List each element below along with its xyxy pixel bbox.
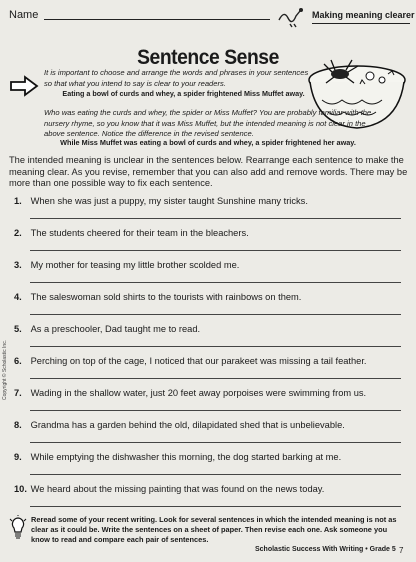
exercise-item: 10. We heard about the missing painting that was found on the news today. xyxy=(14,484,325,494)
header-rule xyxy=(312,23,410,24)
answer-line[interactable] xyxy=(30,410,401,411)
answer-line[interactable] xyxy=(30,506,401,507)
answer-line[interactable] xyxy=(30,282,401,283)
answer-line[interactable] xyxy=(30,250,401,251)
exercise-item: 5. As a preschooler, Dad taught me to read. xyxy=(14,324,201,334)
exercise-item: 7. Wading in the shallow water, just 20 feet away porpoises were swimming from us. xyxy=(14,388,367,398)
answer-line[interactable] xyxy=(30,314,401,315)
answer-line[interactable] xyxy=(30,346,401,347)
exercise-item: 4. The saleswoman sold shirts to the tourists with rainbows on them. xyxy=(14,292,302,302)
copyright-notice: Copyright © Scholastic Inc. xyxy=(2,339,8,400)
answer-line[interactable] xyxy=(30,442,401,443)
exercise-item: 8. Grandma has a garden behind the old, dilapidated shed that is unbelievable. xyxy=(14,420,345,430)
exercise-item: 9. While emptying the dishwasher this morning, the dog started barking at me. xyxy=(14,452,342,462)
example-sentence: Eating a bowl of curds and whey, a spider frightened Miss Muffet away. xyxy=(62,89,305,99)
book-title: Scholastic Success With Writing • Grade 5 xyxy=(255,546,396,553)
answer-line[interactable] xyxy=(30,218,401,219)
answer-line[interactable] xyxy=(30,474,401,475)
intro-paragraph: It is important to choose and arrange the words and phrases in your sentences so that what you intend to say is clear to your readers. xyxy=(44,68,309,88)
footer-tip: Reread some of your recent writing. Look for several sentences in which the intended meaning is not as clear as it could be. Write the sentences on a sheet of paper. Then revise each one. Ask someone you know to read and compare each pair of sentences. xyxy=(31,515,397,544)
squiggle-figure-icon xyxy=(276,6,308,28)
answer-line[interactable] xyxy=(30,378,401,379)
intro-text xyxy=(44,68,309,100)
revised-sentence: While Miss Muffet was eating a bowl of curds and whey, a spider frightened her away. xyxy=(60,138,356,147)
lightbulb-icon xyxy=(8,515,28,543)
exercise-item: 3. My mother for teasing my little brother scolded me. xyxy=(14,260,240,270)
page-title: Sentence Sense xyxy=(137,46,279,69)
explanation-paragraph: Who was eating the curds and whey, the spider or Miss Muffet? You are probably familiar with the nursery rhyme, so you know that it was Miss Muffet, but the intended meaning is not clear in the above sentence. Notice the difference in the revised sentence. xyxy=(44,108,372,139)
exercise-item: 2. The students cheered for their team in the bleachers. xyxy=(14,228,249,238)
arrow-icon xyxy=(9,75,39,97)
exercise-item: 1. When she was just a puppy, my sister taught Sunshine many tricks. xyxy=(14,196,308,206)
name-field-line[interactable] xyxy=(44,19,270,20)
exercise-item: 6. Perching on top of the cage, I noticed that our parakeet was missing a tail feather. xyxy=(14,356,367,366)
section-title: Making meaning clearer xyxy=(312,10,415,20)
directions: The intended meaning is unclear in the sentences below. Rearrange each sentence to make the meaning clear. As you revise, remember that you can also add and remove words. There may be more than one possible way to fix each sentence. xyxy=(9,155,408,189)
page-number: 7 xyxy=(399,546,404,555)
name-label: Name xyxy=(9,9,39,21)
